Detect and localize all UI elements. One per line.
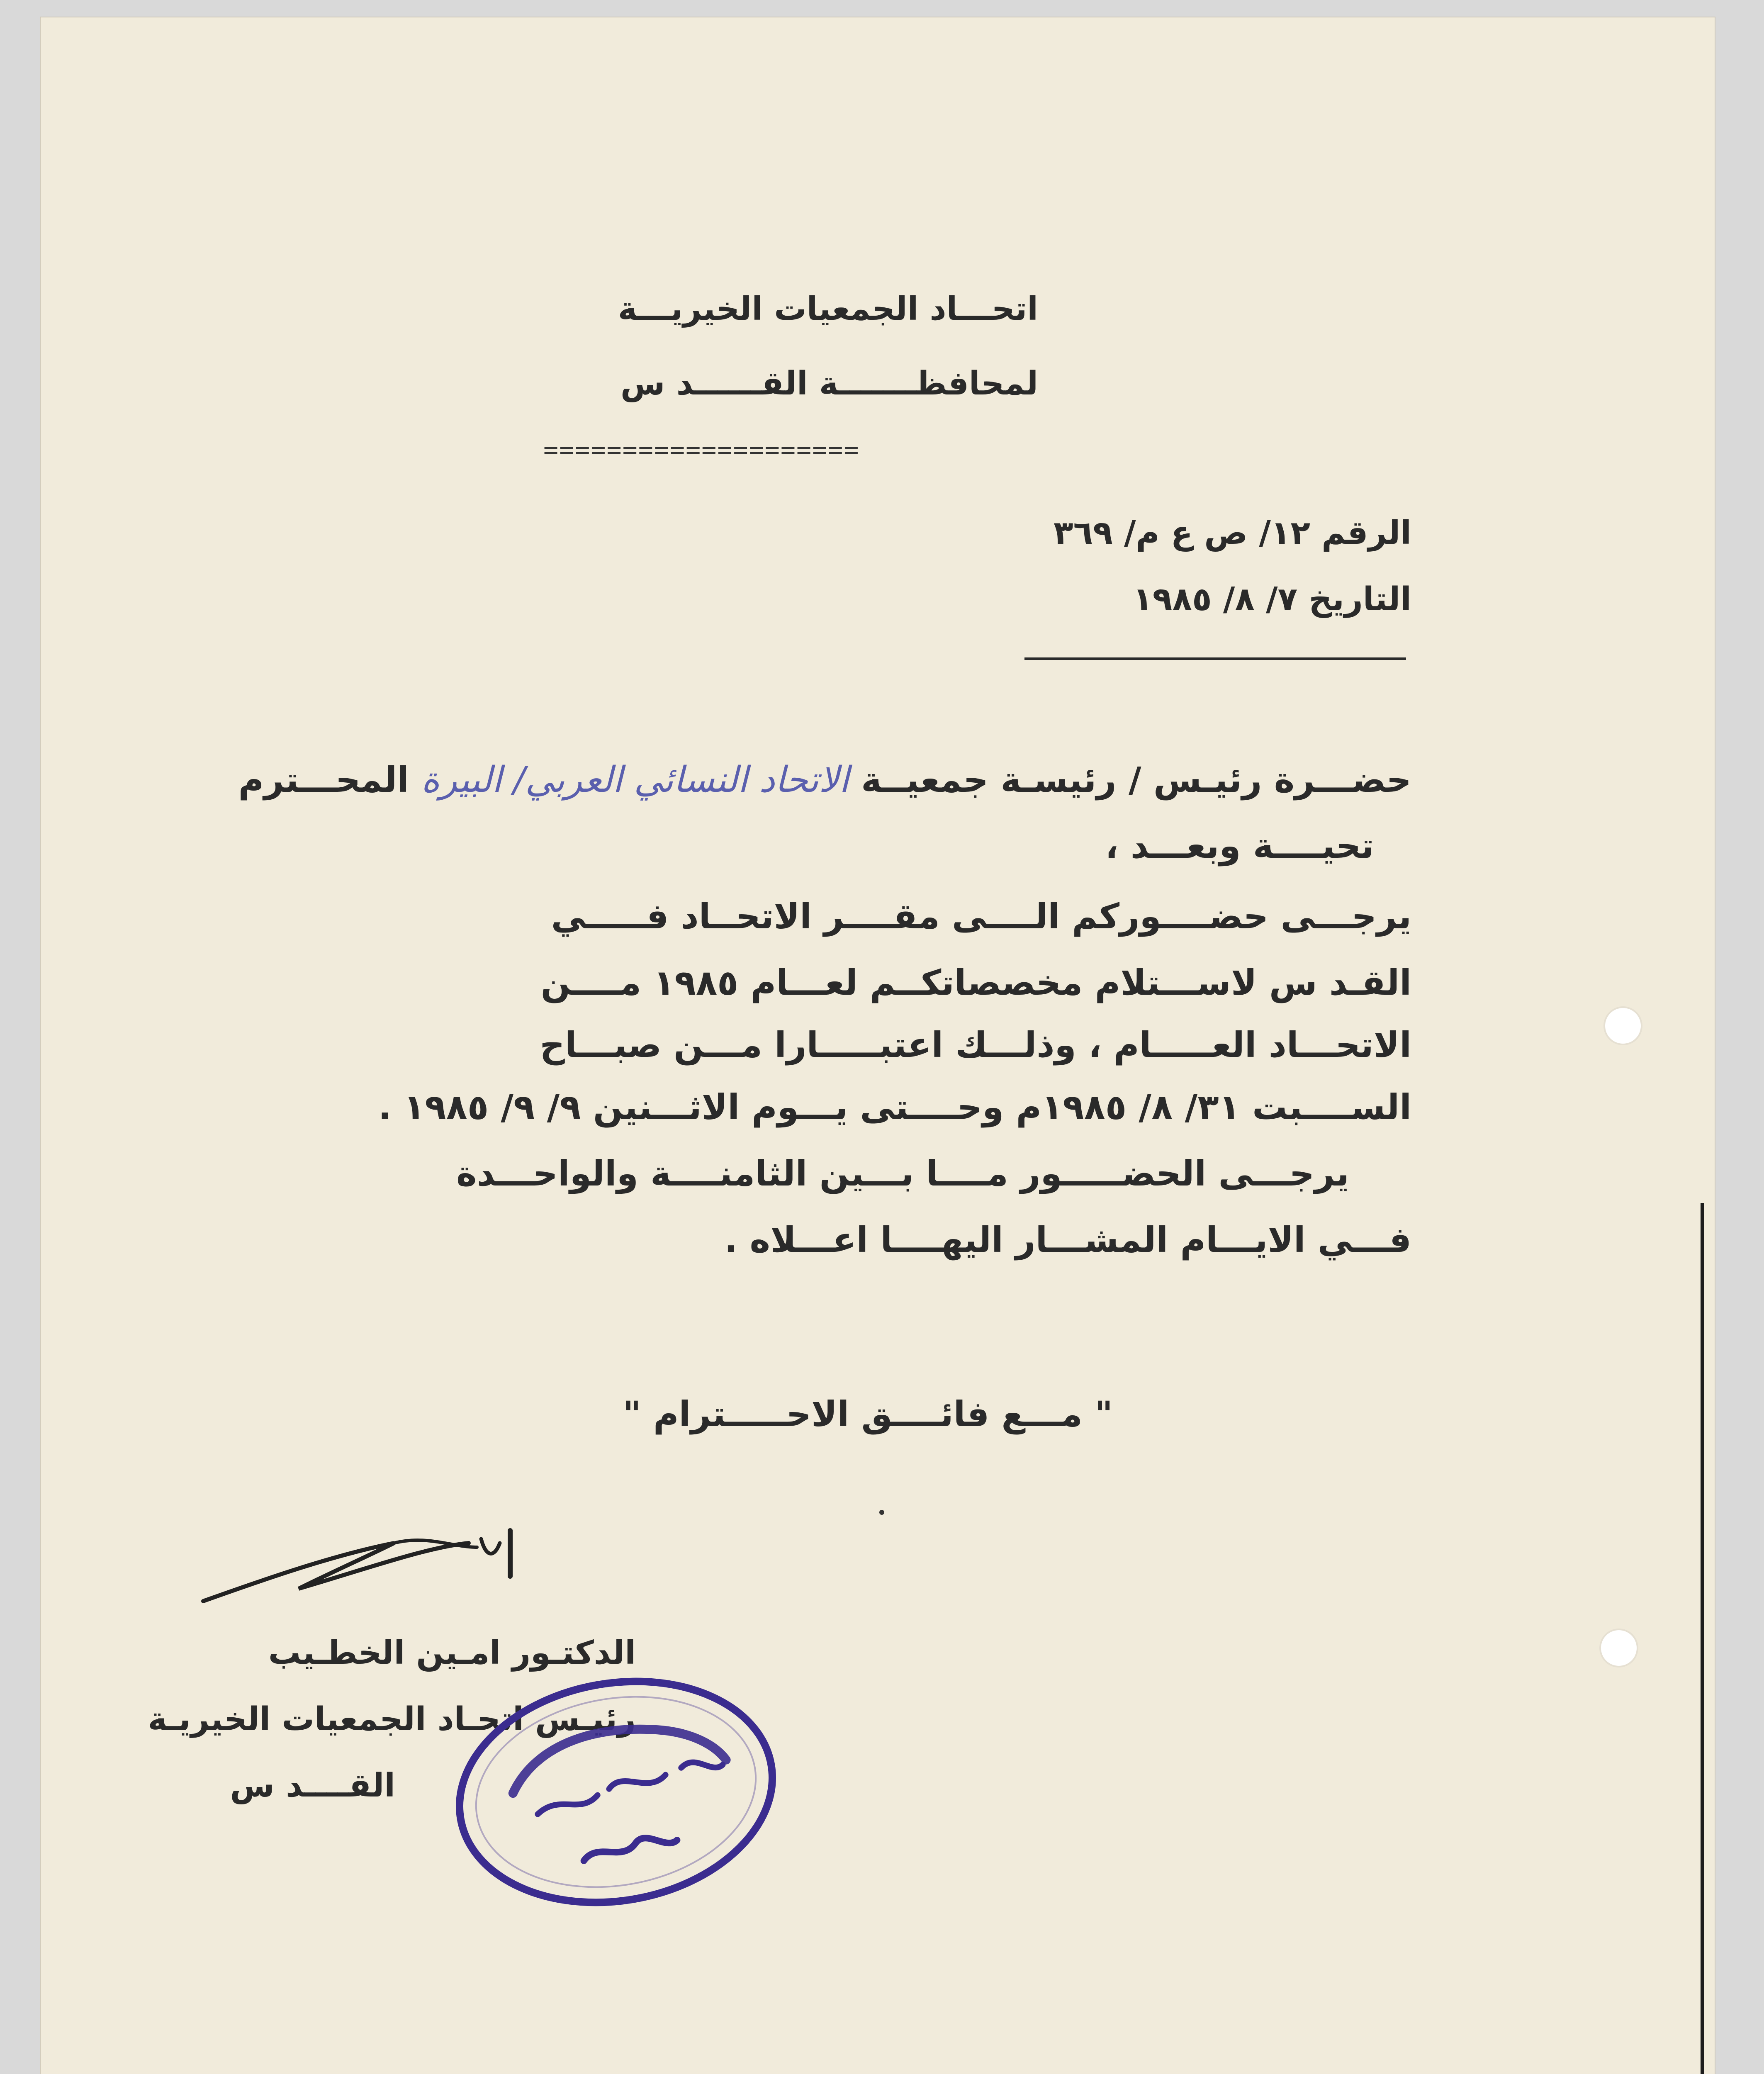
handwritten-signature: [195, 1518, 527, 1614]
body-line-5: يرجـــى الحضـــــور مــــا بـــين الثامنــــة والواحـــدة: [456, 1153, 1349, 1194]
body-line-6: فـــي الايـــام المشـــار اليهــــا اعـــلاه .: [724, 1220, 1411, 1260]
reference-rule: [1024, 657, 1406, 660]
reference-date: التاريخ ٧/ ٨/ ١٩٨٥: [1133, 581, 1411, 618]
reference-number: الرقم ١٢/ ص ع م/ ٣٦٩: [1054, 514, 1411, 552]
body-line-3: الاتحـــاد العـــــام ، وذلـــك اعتبـــــارا مـــن صبـــاح: [540, 1025, 1411, 1065]
org-name: اتحـــاد الجمعيات الخيريـــة: [618, 290, 1038, 328]
handwritten-recipient: الاتحاد النسائي العربي/ البيرة: [421, 759, 849, 801]
greeting: تحيــــة وبعـــد ،: [1105, 825, 1374, 866]
signatory-title: رئيـس اتحـاد الجمعيات الخيريـة: [148, 1701, 636, 1738]
body-line-4: الســــبت ٣١/ ٨/ ١٩٨٥م وحــــتى يـــوم الاثـــنين ٩/ ٩/ ١٩٨٥ .: [378, 1087, 1411, 1127]
punch-hole-top: [1605, 1008, 1641, 1044]
paper-edge-shadow: [1701, 1203, 1704, 2074]
signatory-name: الدكتـور امـين الخطـيب: [268, 1634, 636, 1672]
paper-speck: [879, 1510, 884, 1515]
punch-hole-bottom: [1601, 1630, 1637, 1666]
signatory-city: القــــد س: [230, 1767, 395, 1804]
closing: " مـــع فائــــق الاحـــــترام ": [623, 1394, 1113, 1434]
salutation-prefix: حضـــرة رئيـس / رئيسـة جمعيــة: [861, 759, 1411, 800]
salutation-line: [238, 759, 1411, 801]
header-separator: ====================: [543, 436, 860, 465]
salutation-suffix: المحـــترم: [238, 759, 409, 800]
body-line-2: القـد س لاســـتلام مخصصاتكــم لعـــام ١٩٨٥ مــــن: [540, 962, 1411, 1003]
body-line-1: يرجـــى حضــــوركم الــــى مقــــر الاتحــاد فـــــي: [551, 896, 1411, 937]
org-region: لمحافظـــــــة القــــــد س: [620, 365, 1038, 402]
